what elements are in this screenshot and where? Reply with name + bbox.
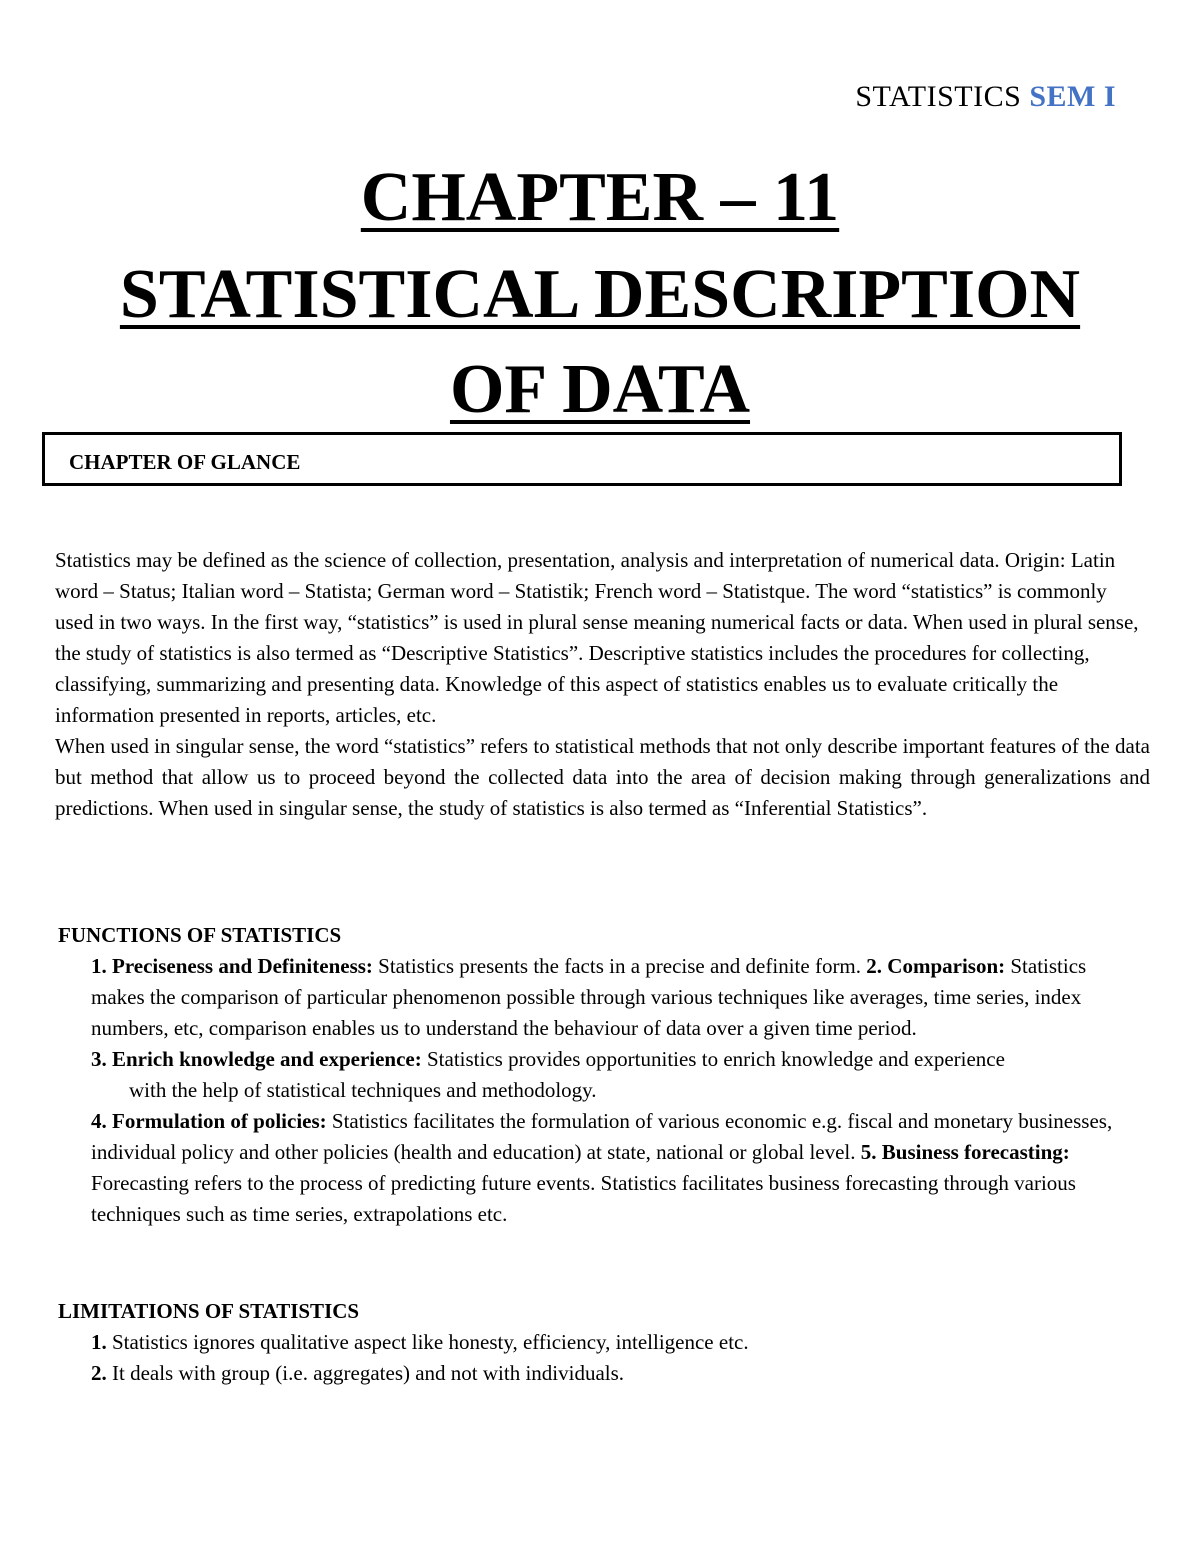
functions-item-3 [91, 1044, 1131, 1075]
limitation-2-number: 2. [91, 1361, 107, 1385]
functions-list [91, 951, 1131, 1230]
header-subject: STATISTICS [855, 80, 1030, 113]
page-header [855, 80, 1116, 114]
limitation-1-text: Statistics ignores qualitative aspect like honesty, efficiency, intelligence etc. [106, 1330, 749, 1354]
function-1-label: 1. Preciseness and Definiteness: [91, 954, 373, 978]
function-2-label: 2. Comparison: [866, 954, 1006, 978]
function-4-label: 4. Formulation of policies: [91, 1109, 327, 1133]
chapter-glance-box [42, 432, 1122, 486]
chapter-title-line-2: STATISTICAL DESCRIPTION [119, 256, 1081, 333]
limitation-item-1 [91, 1327, 1131, 1358]
functions-item-1-2 [91, 951, 1131, 1044]
function-5-text: Forecasting refers to the process of predicting future events. Statistics facilitates business forecasting through various techniques such as time series, extrapolations etc. [91, 1171, 1076, 1226]
header-semester: SEM I [1029, 80, 1116, 113]
chapter-glance-label: CHAPTER OF GLANCE [69, 450, 301, 474]
function-2-text: Statistics makes the comparison of particular phenomenon possible through various techniques like averages, time series, index numbers, etc, comparison enables us to understand the behaviour of data over a given time period. [91, 954, 1087, 1040]
limitations-heading: LIMITATIONS OF STATISTICS [58, 1299, 360, 1323]
function-3-text-b: with the help of statistical techniques and methodology. [129, 1078, 597, 1102]
chapter-title-line-3: OF DATA [449, 351, 751, 428]
limitation-2-text: It deals with group (i.e. aggregates) and not with individuals. [106, 1361, 625, 1385]
intro-section [55, 545, 1150, 824]
chapter-title-line-1: CHAPTER – 11 [360, 159, 840, 236]
intro-paragraph-2: When used in singular sense, the word “statistics” refers to statistical methods that not only describe important features of the data but method that allow us to proceed beyond the collected data into the area of decision making through generalizations and predictions. When used in singular sense, the study of statistics is also termed as “Inferential Statistics”. [55, 734, 1150, 820]
function-5-label: Business forecasting: [881, 1140, 1070, 1164]
function-4-text: Statistics facilitates the formulation of various economic e.g. fiscal and monetary businesses, individual policy and other policies (health and education) at state, national or global level. [91, 1109, 1113, 1164]
limitation-1-number: 1. [91, 1330, 107, 1354]
functions-item-4-5 [91, 1106, 1131, 1230]
intro-paragraph-1: Statistics may be defined as the science of collection, presentation, analysis and interpretation of numerical data. Origin: Latin word – Status; Italian word – Statista; German word – Statistik; French word – Statistque. The word “statistics” is commonly used in two ways. In the first way, “statistics” is used in plural sense meaning numerical facts or data. When used in plural sense, the study of statistics is also termed as “Descriptive Statistics”. Descriptive statistics includes the procedures for collecting, classifying, summarizing and presenting data. Knowledge of this aspect of statistics enables us to evaluate critically the information presented in reports, articles, etc. [55, 548, 1139, 727]
function-3-label: 3. Enrich knowledge and experience: [91, 1047, 422, 1071]
limitations-list [91, 1327, 1131, 1389]
function-5-number: 5. [860, 1140, 877, 1164]
function-1-text: Statistics presents the facts in a precise and definite form. [372, 954, 867, 978]
functions-item-3-continued [91, 1075, 1131, 1106]
function-3-text-a: Statistics provides opportunities to enrich knowledge and experience [421, 1047, 1005, 1071]
functions-heading: FUNCTIONS OF STATISTICS [58, 923, 342, 947]
limitation-item-2 [91, 1358, 1131, 1389]
